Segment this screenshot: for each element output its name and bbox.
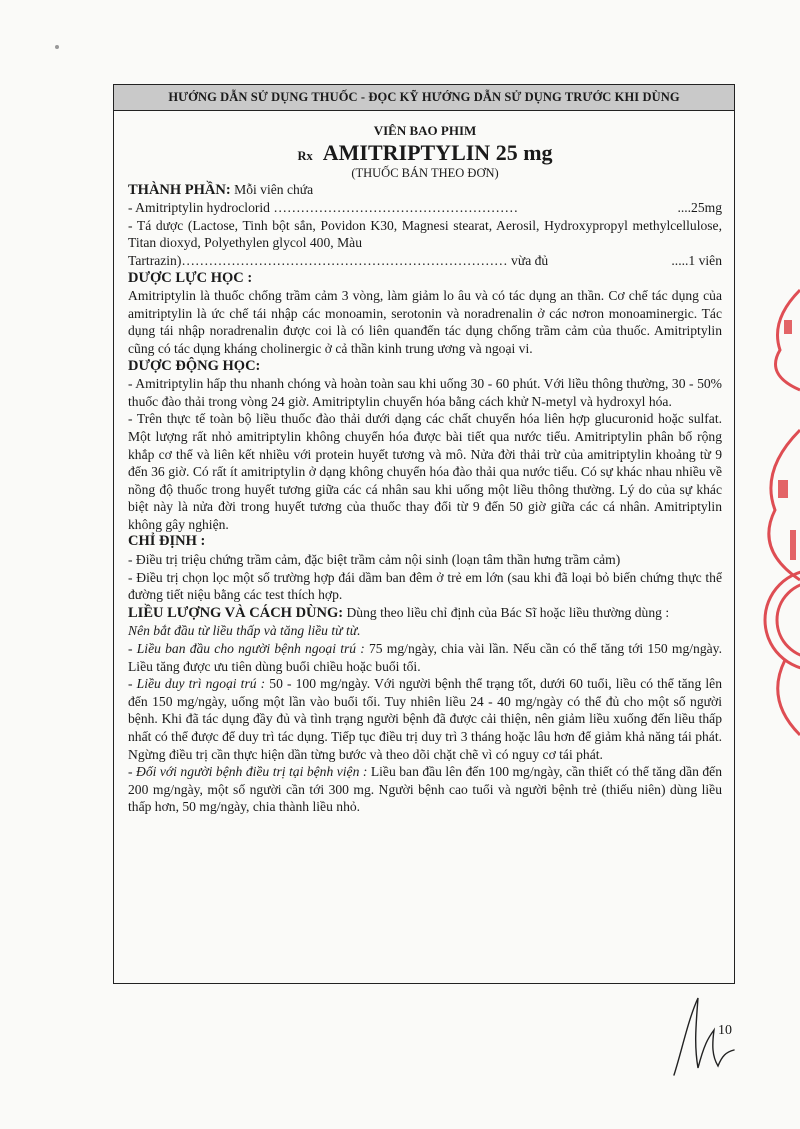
active-amount: ....25mg — [677, 200, 722, 216]
composition-heading: THÀNH PHẦN: — [128, 181, 231, 198]
unit-amount: .....1 viên — [671, 252, 722, 268]
dosage-note: Nên bắt đầu từ liều thấp và tăng liều từ từ. — [128, 623, 361, 639]
leaflet-frame — [113, 84, 735, 984]
dosage-outpatient-initial-text: 75 mg/ngày, chia vài lần. Nếu cần có thể tăng tới 150 mg/ngày. Liều tăng được ưu tiên dùng buổi chiều hoặc buổi tối. — [128, 641, 722, 674]
rx-mark: Rx — [297, 148, 313, 163]
dosage-outpatient-initial-label: - Liều ban đầu cho người bệnh ngoại trú : — [128, 641, 365, 657]
prescription-note: (THUỐC BÁN THEO ĐƠN) — [351, 165, 499, 180]
excipients-end: Tartrazin)……………………………………………………………… vừa đủ — [128, 252, 549, 268]
page-number: 10 — [718, 1023, 732, 1038]
dosage-intro — [128, 604, 722, 623]
red-seal-stamp — [740, 280, 800, 740]
dosage-outpatient-initial — [128, 640, 722, 675]
pharmacokinetics-para-1: - Amitriptylin hấp thu nhanh chóng và hoàn toàn sau khi uống 30 - 60 phút. Với liều thông thường, 30 - 50% thuốc đào thải trong vòng 24 giờ. Amitriptylin chuyển hóa bằng cách khử N-metyl và hydroxyl hóa. — [128, 376, 722, 409]
pharmacokinetics-para-2: - Trên thực tế toàn bộ liều thuốc đào thải dưới dạng các chất chuyển hóa liên hợp glucuronid hoặc sulfat. Một lượng rất nhỏ amitriptylin không chuyển hóa được bài tiết qua nước tiểu. Amitriptylin phân bố rộng khắp cơ thể và liên kết nhiều với protein huyết tương và mô. Nửa đời thải trừ của amitriptylin khoảng từ 9 đến 36 giờ. Có rất ít amitriptylin ở dạng không chuyển hóa đào thải qua nước tiểu. Có sự khác nhau nhiều về nồng độ thuốc trong huyết tương giữa các cá nhân sau khi uống một liều thông thường. Lý do của sự khác biệt này là nửa đời trong huyết tương của thuốc thay đổi từ 9 đến 50 giờ giữa các cá nhân. Amitriptylin không gây nghiện. — [128, 411, 722, 532]
composition-intro: Mỗi viên chứa — [230, 181, 314, 197]
drug-name: AMITRIPTYLIN 25 mg — [322, 139, 553, 165]
composition-section — [128, 181, 722, 200]
indications-heading: CHỈ ĐỊNH : — [128, 533, 206, 550]
dosage-maintenance-text: 50 - 100 mg/ngày. Với người bệnh thể trạng tốt, dưới 60 tuổi, liều có thể tăng lên đến 150 mg/ngày, uống một lần vào buổi tối. Tuy nhiên liều 24 - 40 mg/ngày có thể đủ cho một số người bệnh. Khi đã tác dụng đầy đủ và tình trạng người bệnh đã được cải thiện, nên giảm liều xuống đến liều thấp nhất có thể được để duy trì tác dụng. Tiếp tục điều trị duy trì 3 tháng hoặc lâu hơn để giảm khả năng tái phát. Ngừng điều trị cần thực hiện dần từng bước và theo dõi chặt chẽ vì có nguy cơ tái phát. — [128, 676, 722, 762]
excipients: - Tá dược (Lactose, Tinh bột sắn, Povidon K30, Magnesi stearat, Aerosil, Hydroxypropyl methylcellulose, Titan dioxyd, Polyethylen glycol 400, Màu — [128, 217, 722, 251]
indication-1: - Điều trị triệu chứng trầm cảm, đặc biệt trầm cảm nội sinh (loạn tâm thần hưng trầm cảm) — [128, 552, 621, 568]
composition-line-excipients-end — [128, 252, 722, 270]
leaflet-content — [114, 111, 734, 816]
dosage-maintenance — [128, 675, 722, 763]
indication-2: - Điều trị chọn lọc một số trường hợp đái dầm ban đêm ở trẻ em lớn (sau khi đã loại bỏ biến chứng thực thể đường tiết niệu bằng các test thích hợp. — [128, 569, 722, 603]
dosage-inpatient — [128, 763, 722, 816]
dosage-form: VIÊN BAO PHIM — [373, 123, 477, 138]
pharmacodynamics-heading: DƯỢC LỰC HỌC : — [128, 269, 253, 286]
dosage-heading: LIỀU LƯỢNG VÀ CÁCH DÙNG: — [128, 604, 344, 621]
dosage-inpatient-label: - Đối với người bệnh điều trị tại bệnh viện : — [128, 764, 368, 780]
leaflet-header: HƯỚNG DẪN SỬ DỤNG THUỐC - ĐỌC KỸ HƯỚNG DẪN SỬ DỤNG TRƯỚC KHI DÙNG — [114, 85, 734, 111]
pharmacokinetics-heading: DƯỢC ĐỘNG HỌC: — [128, 357, 261, 374]
composition-line-active — [128, 199, 722, 217]
pharmacodynamics-text: Amitriptylin là thuốc chống trầm cảm 3 vòng, làm giảm lo âu và có tác dụng an thần. Cơ chế tác dụng của amitriptylin là ức chế tái nhập các monoamin, serotonin và noradrenalin ở các nơron monoaminergic. Tác dụng tái nhập noradrenalin được coi là có liên quanđến tác dụng chống trầm cảm của thuốc. Amitriptylin cũng có tác dụng kháng cholinergic ở cả thần kinh trung ương và ngoại vi. — [128, 288, 722, 356]
dosage-maintenance-label: - Liều duy trì ngoại trú : — [128, 676, 266, 692]
title-line — [128, 140, 722, 166]
dosage-inpatient-text: Liều ban đầu lên đến 100 mg/ngày, cần thiết có thể tăng dần đến 200 mg/ngày, một số người cần tới 300 mg. Người bệnh cao tuổi và người bệnh trẻ (thiếu niên) dùng liều thấp hơn, 50 mg/ngày, chia thành liều nhỏ. — [128, 764, 722, 815]
scan-speck — [55, 45, 59, 49]
dosage-intro-text: Dùng theo liều chỉ định của Bác Sĩ hoặc liều thường dùng : — [343, 604, 670, 620]
active-ingredient: - Amitriptylin hydroclorid ……………………………………………… — [128, 200, 519, 216]
